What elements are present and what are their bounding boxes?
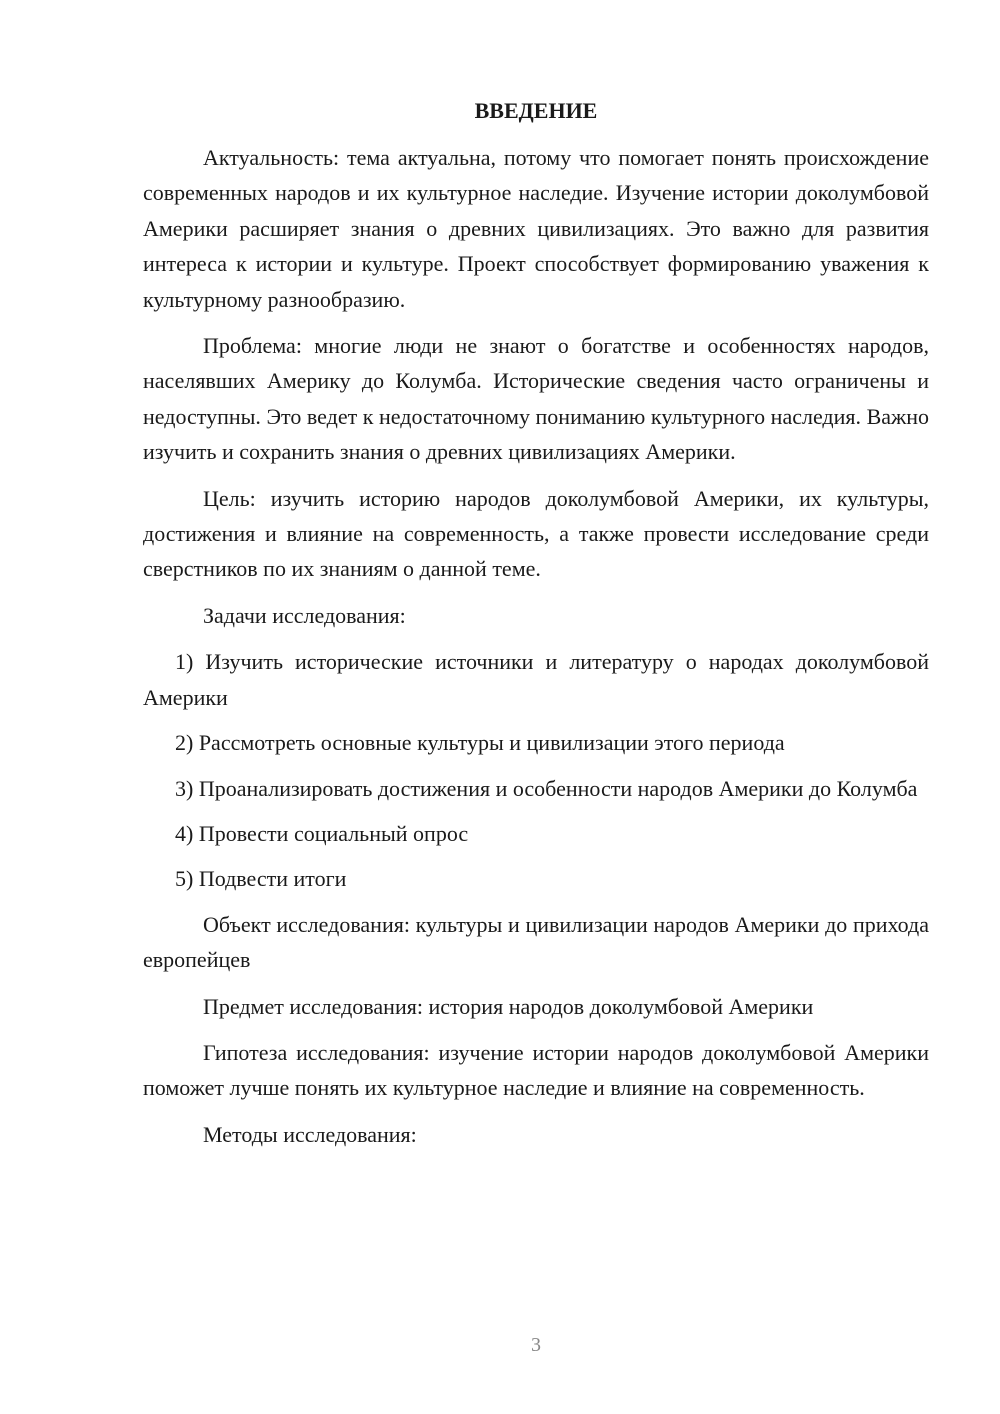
section-title: ВВЕДЕНИЕ — [474, 98, 598, 123]
task-item-1: 1) Изучить исторические источники и литературу о народах доколумбовой Америки — [143, 649, 929, 710]
paragraph-hypothesis: Гипотеза исследования: изучение истории народов доколумбовой Америки поможет лучше понять их культурное наследие и влияние на современность. — [143, 1039, 929, 1101]
paragraph-tasks-heading: Задачи исследования: — [203, 602, 406, 628]
paragraph-relevance: Актуальность: тема актуальна, потому что помогает понять происхождение современных народов и их культурное наследие. Изучение истории доколумбовой Америки расширяет знания о древних цивилизациях. Это важно для развития интереса к истории и культуре. Проект способствует формированию уважения к культурному разнообразию. — [143, 145, 929, 312]
page-number: 3 — [531, 1334, 541, 1356]
task-item-3: 3) Проанализировать достижения и особенности народов Америки до Колумба — [175, 775, 918, 801]
paragraph-subject: Предмет исследования: история народов доколумбовой Америки — [203, 993, 814, 1019]
document-page — [143, 96, 929, 1163]
task-item-5: 5) Подвести итоги — [175, 866, 347, 892]
paragraph-goal: Цель: изучить историю народов доколумбовой Америки, их культуры, достижения и влияние на современность, а также провести исследование среди сверстников по их знаниям о данной теме. — [143, 485, 929, 582]
task-item-4: 4) Провести социальный опрос — [175, 820, 469, 846]
paragraph-object: Объект исследования: культуры и цивилизации народов Америки до прихода европейцев — [143, 911, 929, 973]
paragraph-methods: Методы исследования: — [203, 1121, 417, 1147]
task-item-2: 2) Рассмотреть основные культуры и цивилизации этого периода — [175, 730, 785, 756]
paragraph-problem: Проблема: многие люди не знают о богатстве и особенностях народов, населявших Америку до Колумба. Исторические сведения часто ограничены и недоступны. Это ведет к недостаточному пониманию культурного наследия. Важно изучить и сохранить знания о древних цивилизациях Америки. — [143, 333, 929, 465]
